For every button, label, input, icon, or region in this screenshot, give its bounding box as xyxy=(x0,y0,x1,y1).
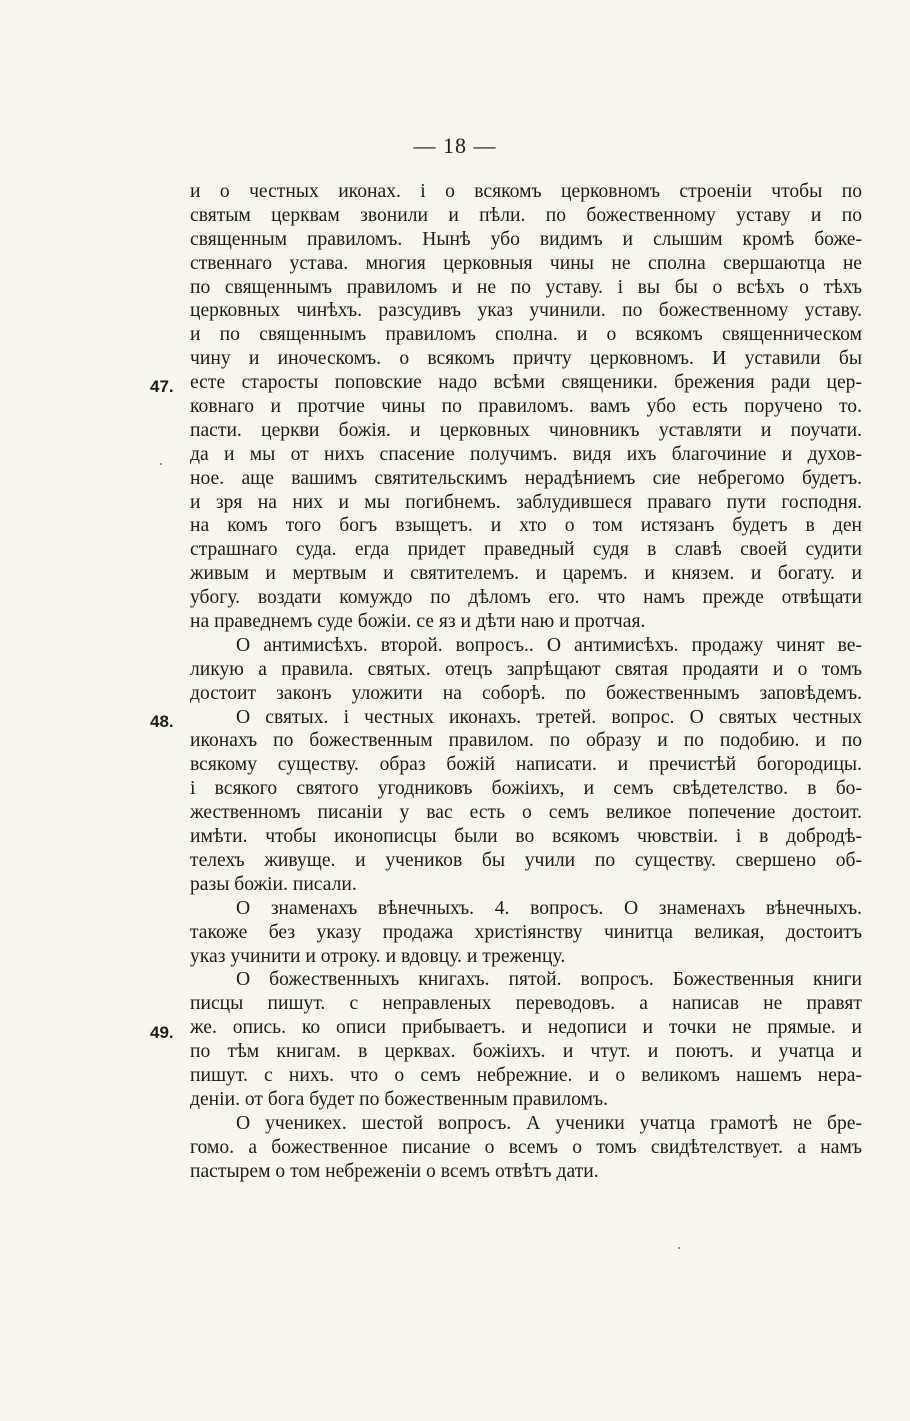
text-line: пасти. церкви божія. и церковных чиновникъ уставляти и поучати. xyxy=(190,419,862,441)
text-line: убогу. воздати комуждо по дѣломъ его. что намъ прежде отвѣщати xyxy=(190,587,862,609)
text-line: по тѣм книгам. в церквах. божіихъ. и чтут. и поютъ. и учатца и xyxy=(190,1041,862,1063)
text-line: разы божіи. писали. xyxy=(190,873,357,895)
text-line: О знаменахъ вѣнечныхъ. 4. вопросъ. О знаменахъ вѣнечныхъ. xyxy=(236,897,862,919)
text-line: ликую а правила. святых. отецъ запрѣщают святая продаяти и о томъ xyxy=(190,658,862,680)
text-line: О божественныхъ книгахъ. пятой. вопросъ. Божественныя книги xyxy=(236,969,862,991)
body-text xyxy=(190,180,862,1183)
paper-speck xyxy=(678,1247,680,1249)
text-line: пишут. с нихъ. что о семъ небрежние. и о великомъ нашемъ нера- xyxy=(190,1064,862,1086)
text-line: указ учинити и отроку. и вдовцу. и треженцу. xyxy=(190,945,566,967)
page-number: — 18 — xyxy=(413,133,497,158)
text-line: священным правиломъ. Нынѣ убо видимъ и слышим кромѣ боже- xyxy=(190,228,862,250)
text-line: пастырем о том небреженіи о всемъ отвѣтъ дати. xyxy=(190,1160,599,1182)
margin-number-47: 47. xyxy=(150,377,174,396)
text-line: О святых. і честных иконахъ. третей. вопрос. О святых честных xyxy=(236,706,862,728)
text-line: и по священнымъ правиломъ сполна. и о всякомъ священническом xyxy=(190,324,862,346)
text-line: О ученикех. шестой вопросъ. А ученики учатца грамотѣ не бре- xyxy=(236,1112,862,1134)
text-line: по священнымъ правиломъ и не по уставу. і вы бы о всѣхъ о тѣхъ xyxy=(190,276,862,298)
text-line: церковных чинѣхъ. разсудивъ указ учинили. по божественному уставу. xyxy=(190,300,862,322)
text-line: ственнаго устава. многия церковныя чины не сполна свершаютца не xyxy=(190,252,862,274)
text-line: жественномъ писаніи у вас есть о семъ великое попечение достоит. xyxy=(190,802,862,824)
text-line: на комъ того богъ взыщетъ. и хто о том истязанъ будетъ в ден xyxy=(190,515,862,537)
text-line: есте старосты поповские надо всѣми священики. брежения ради цер- xyxy=(190,372,862,394)
text-line: гомо. а божественное писание о всемъ о томъ свидѣтелствует. а намъ xyxy=(190,1136,862,1158)
margin-number-49: 49. xyxy=(150,1023,174,1042)
text-line: О антимисѣхъ. второй. вопросъ.. О антимисѣхъ. продажу чинят ве- xyxy=(236,634,862,656)
text-line: писцы пишут. с неправленых переводовъ. а написав не правят xyxy=(190,993,862,1015)
text-line: да и мы от нихъ спасение получимъ. видя ихъ благочиние и духов- xyxy=(190,443,862,465)
text-line: страшнаго суда. егда придет праведный судя в славѣ своей судити xyxy=(190,539,862,561)
text-line: живым и мертвым и святителемъ. и царемъ. и князем. и богату. и xyxy=(190,563,862,585)
text-line: ковнаго и протчие чины по правиломъ. вамъ убо есть поручено то. xyxy=(190,396,862,418)
text-line: же. опись. ко описи прибываетъ. и недописи и точки не прямые. и xyxy=(190,1017,862,1039)
text-line: телехъ живуще. и учеников бы учили по существу. свершено об- xyxy=(190,849,862,871)
text-line: і всякого святого угодниковъ божіихъ, и семъ свѣдетелство. в бо- xyxy=(190,778,862,800)
paper-speck xyxy=(160,463,162,465)
text-line: иконахъ по божественным правилом. по образу и по подобию. и по xyxy=(190,730,862,752)
text-line: деніи. от бога будет по божественным правиломъ. xyxy=(190,1088,608,1110)
text-line: всякому существу. образ божій написати. и пречистѣй богородицы. xyxy=(190,754,862,776)
text-line: и о честных иконах. і о всякомъ церковномъ строеніи чтобы по xyxy=(190,181,862,202)
text-line: на праведнемъ суде божіи. се яз и дѣти наю и протчая. xyxy=(190,611,646,633)
text-line: святым церквам звонили и пѣли. по божественному уставу и по xyxy=(190,204,862,226)
text-line: и зря на них и мы погибнемъ. заблудившеся праваго пути господня. xyxy=(190,491,862,513)
text-line: ное. аще вашимъ святительскимъ нерадѣниемъ сие небрегомо будетъ. xyxy=(190,467,862,489)
text-line: чину и иноческомъ. о всякомъ причту церковномъ. И уставили бы xyxy=(190,348,862,370)
text-line: достоит законъ уложити на соборѣ. по божественнымъ заповѣдемъ. xyxy=(190,682,862,704)
margin-number-48: 48. xyxy=(150,712,174,731)
text-line: такоже без указу продажа христіянству чинитца великая, достоитъ xyxy=(190,921,862,943)
text-line: имѣти. чтобы иконописцы были во всякомъ чювствіи. і в добродѣ- xyxy=(190,826,862,848)
